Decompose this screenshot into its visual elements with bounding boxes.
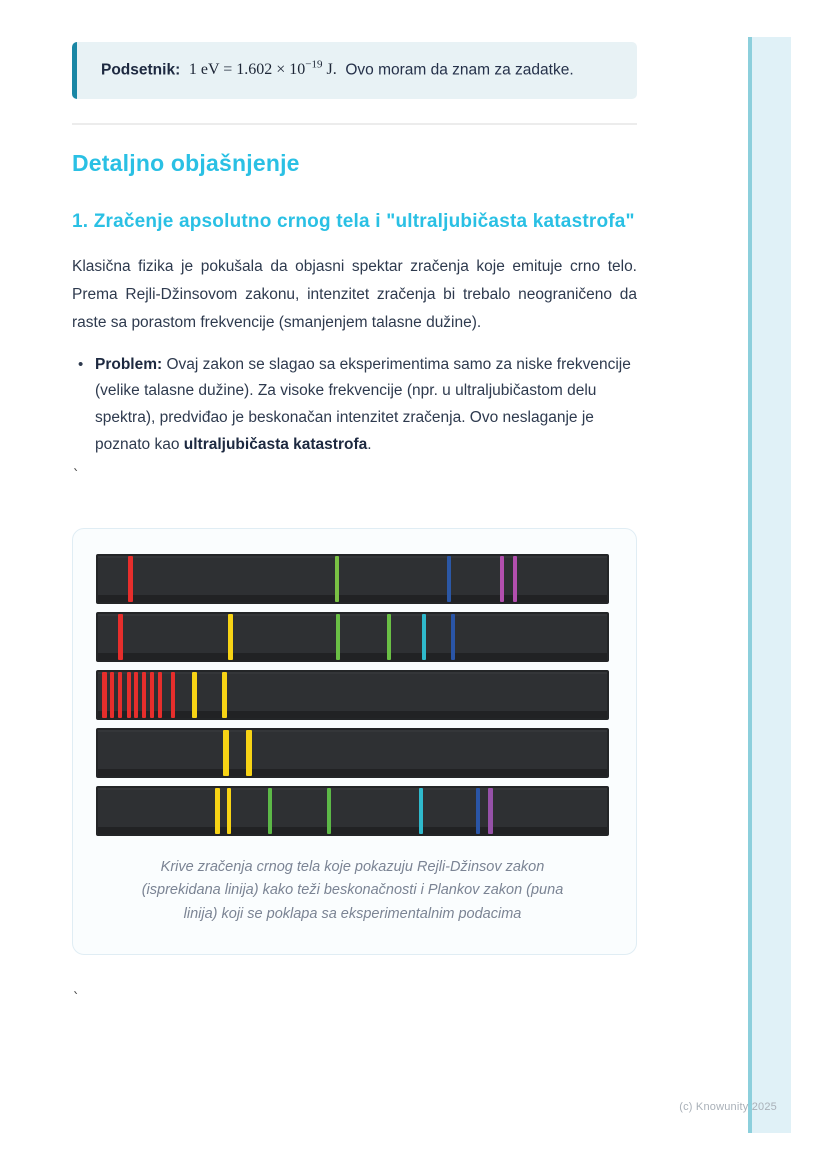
problem-label: Problem:: [95, 355, 163, 373]
spectrum-5: [96, 786, 609, 836]
intro-paragraph: Klasična fizika je pokušala da objasni spektar zračenja koje emituje crno telo. Prema Rejli-Džinsovom zakonu, intenzitet zračenja bi trebalo neograničeno da raste sa porastom frekvencije (smanjenjem talasne dužine).: [72, 257, 637, 331]
section-heading: Detaljno objašnjenje: [72, 150, 300, 177]
spectral-line: [387, 614, 391, 660]
spectral-line: [142, 672, 146, 718]
spectral-line: [192, 672, 197, 718]
emission-spectra-image: [96, 554, 609, 836]
spectral-line: [500, 556, 504, 602]
spectrum-1: [96, 554, 609, 604]
spectrum-4: [96, 728, 609, 778]
spectral-line: [128, 556, 133, 602]
stray-backtick-2: `: [72, 990, 81, 1007]
spectral-line: [171, 672, 175, 718]
spectral-line: [422, 614, 426, 660]
reminder-text: [101, 56, 611, 84]
document-content: [72, 0, 637, 1009]
spectral-line: [118, 614, 123, 660]
spectral-line: [336, 614, 340, 660]
spectral-line: [228, 614, 233, 660]
spectral-line: [158, 672, 162, 718]
figure-caption: Krive zračenja crnog tela koje pokazuju Rejli-Džinsov zakon (isprekidana linija) kako teži beskonačnosti i Plankov zakon (puna linija) koji se poklapa sa eksperimentalnim podacima: [141, 859, 564, 922]
spectral-line: [127, 672, 131, 718]
spectral-line: [335, 556, 339, 602]
spectral-line: [419, 788, 423, 834]
spectral-line: [102, 672, 107, 718]
spectral-line: [476, 788, 480, 834]
bullet-list: [72, 352, 637, 459]
problem-bold-term: ultraljubičasta katastrofa: [183, 435, 368, 453]
spectral-line: [134, 672, 138, 718]
spectral-line: [227, 788, 231, 834]
problem-text: Ovaj zakon se slagao sa eksperimentima samo za niske frekvencije (velike talasne dužine). Za visoke frekvencije (npr. u ultraljubičastom delu spektra), predviđao je beskonačan intenzitet zračenja. Ovo neslaganje je poznato kao: [95, 355, 631, 453]
section-divider: [72, 123, 637, 125]
scroll-strip[interactable]: [748, 37, 791, 1133]
reminder-note: Ovo moram da znam za zadatke.: [345, 61, 574, 79]
spectral-line: [451, 614, 455, 660]
spectral-line: [513, 556, 517, 602]
spectra-figure: [72, 528, 637, 955]
spectral-line: [447, 556, 451, 602]
spectral-line: [110, 672, 114, 718]
spectral-line: [488, 788, 493, 834]
spectral-line: [268, 788, 272, 834]
spectral-line: [118, 672, 122, 718]
spectral-line: [150, 672, 154, 718]
stray-backtick: `: [72, 468, 81, 485]
ev-formula: 1 eV = $1.602 \times 10^{-19}$ J.: [188, 59, 337, 79]
spectral-line: [222, 672, 227, 718]
reminder-label: Podsetnik:: [101, 61, 181, 79]
copyright: (c) Knowunity 2025: [679, 1101, 777, 1113]
spectral-line: [246, 730, 252, 776]
spectrum-2: [96, 612, 609, 662]
spectral-line: [223, 730, 229, 776]
reminder-callout: [72, 42, 637, 99]
spectral-line: [215, 788, 220, 834]
spectral-line: [327, 788, 331, 834]
subsection-heading: 1. Zračenje apsolutno crnog tela i "ultraljubičasta katastrofa": [72, 211, 635, 233]
problem-list-item: • Problem: Ovaj zakon se slagao sa eksperimentima samo za niske frekvencije (velike talasne dužine). Za visoke frekvencije (npr. u ultraljubičastom delu spektra), predviđao je beskonačan intenzitet zračenja. Ovo neslaganje je poznato kao ultraljubičasta katastrofa.: [72, 352, 637, 459]
spectrum-3: [96, 670, 609, 720]
